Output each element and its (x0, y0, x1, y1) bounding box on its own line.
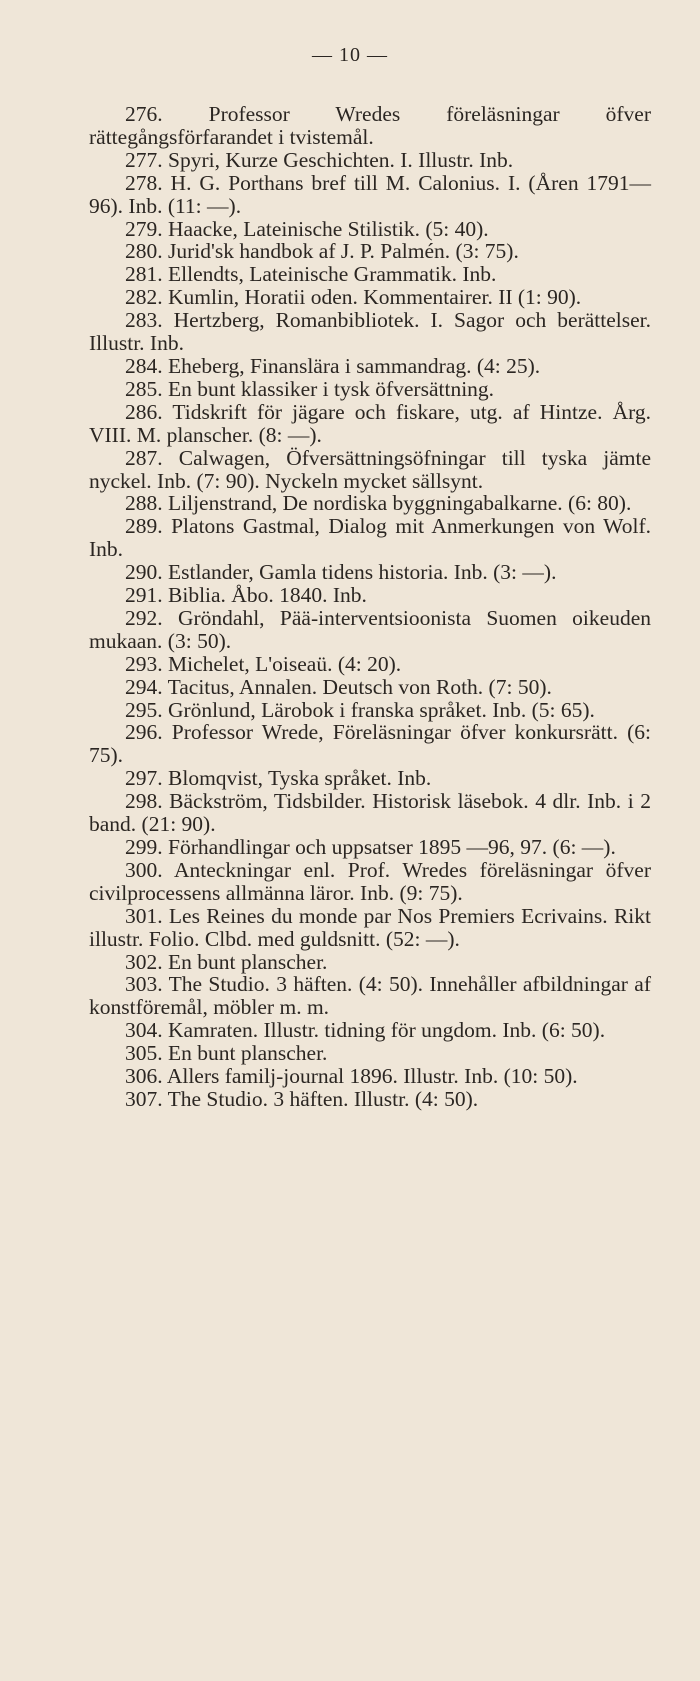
catalog-entry: 281. Ellendts, Lateinische Grammatik. Inb. (125, 262, 497, 287)
catalog-entry: 296. Professor Wrede, Föreläsningar öfver konkursrätt. (6: 75). (89, 720, 651, 768)
catalog-entry: 284. Eheberg, Finanslära i sammandrag. (4: 25). (125, 353, 541, 378)
catalog-entry: 286. Tidskrift för jägare och fiskare, utg. af Hintze. Årg. VIII. M. planscher. (8: —). (89, 399, 651, 447)
catalog-entry: 302. En bunt planscher. (125, 949, 328, 974)
catalog-entry: 276. Professor Wredes föreläsningar öfver rättegångsförfarandet i tvistemål. (89, 102, 651, 149)
entry-list (89, 103, 651, 1111)
page-number: — 10 — (312, 44, 388, 66)
catalog-entry: 300. Anteckningar enl. Prof. Wredes föreläsningar öfver civilprocessens allmänna läror. Inb. (9: 75). (89, 857, 651, 905)
catalog-entry: 285. En bunt klassiker i tysk öfversättning. (125, 376, 495, 401)
catalog-entry: 294. Tacitus, Annalen. Deutsch von Roth. (7: 50). (125, 674, 552, 699)
catalog-entry: 279. Haacke, Lateinische Stilistik. (5: 40). (125, 216, 489, 241)
catalog-entry: 290. Estlander, Gamla tidens historia. Inb. (3: —). (125, 560, 557, 585)
catalog-entry: 304. Kamraten. Illustr. tidning för ungdom. Inb. (6: 50). (125, 1018, 606, 1043)
catalog-entry: 298. Bäckström, Tidsbilder. Historisk läsebok. 4 dlr. Inb. i 2 band. (21: 90). (89, 789, 651, 837)
catalog-entry: 297. Blomqvist, Tyska språket. Inb. (125, 766, 432, 791)
catalog-entry: 280. Jurid'sk handbok af J. P. Palmén. (3: 75). (125, 239, 519, 264)
catalog-entry: 303. The Studio. 3 häften. (4: 50). Innehåller afbildningar af konstföremål, möbler m. m. (89, 972, 651, 1020)
catalog-entry: 306. Allers familj-journal 1896. Illustr. Inb. (10: 50). (125, 1064, 578, 1089)
catalog-entry: 293. Michelet, L'oiseaü. (4: 20). (125, 651, 402, 676)
catalog-entry: 283. Hertzberg, Romanbibliotek. I. Sagor och berättelser. Illustr. Inb. (89, 308, 651, 356)
catalog-entry: 277. Spyri, Kurze Geschichten. I. Illustr. Inb. (125, 147, 514, 172)
catalog-entry: 305. En bunt planscher. (125, 1041, 328, 1066)
catalog-entry: 292. Gröndahl, Pää-interventsioonista Suomen oikeuden mukaan. (3: 50). (89, 605, 651, 653)
catalog-entry: 299. Förhandlingar och uppsatser 1895 —96, 97. (6: —). (125, 835, 616, 859)
catalog-entry: 287. Calwagen, Öfversättningsöfningar till tyska jämte nyckel. Inb. (7: 90). Nyckeln mycket sällsynt. (89, 445, 651, 493)
catalog-entry: 278. H. G. Porthans bref till M. Calonius. I. (Åren 1791—96). Inb. (11: —). (89, 170, 651, 218)
catalog-entry: 307. The Studio. 3 häften. Illustr. (4: 50). (125, 1086, 479, 1111)
catalog-entry: 291. Biblia. Åbo. 1840. Inb. (125, 583, 367, 608)
catalog-entry: 289. Platons Gastmal, Dialog mit Anmerkungen von Wolf. Inb. (89, 514, 651, 562)
catalog-entry: 301. Les Reines du monde par Nos Premiers Ecrivains. Rikt illustr. Folio. Clbd. med guldsnitt. (52: —). (89, 903, 651, 951)
catalog-entry: 295. Grönlund, Lärobok i franska språket. Inb. (5: 65). (125, 697, 595, 722)
catalog-entry: 288. Liljenstrand, De nordiska byggningabalkarne. (6: 80). (125, 491, 632, 516)
catalog-entry: 282. Kumlin, Horatii oden. Kommentairer. II (1: 90). (125, 285, 582, 310)
